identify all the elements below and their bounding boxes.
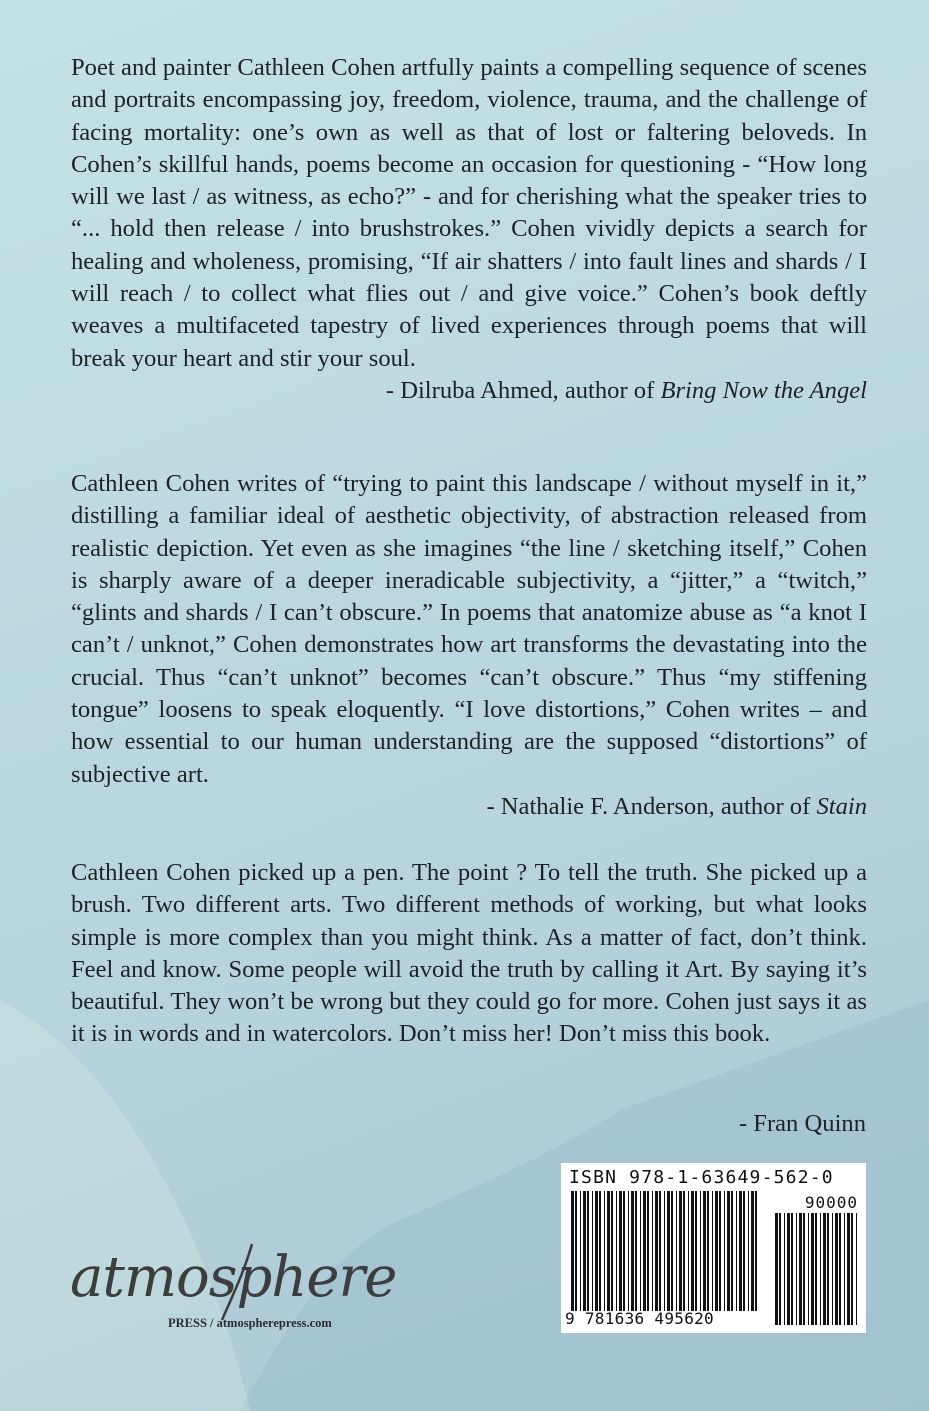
barcode-bar — [592, 1191, 593, 1311]
publisher-url: atmospherepress.com — [216, 1316, 332, 1330]
barcode-bar — [676, 1191, 677, 1311]
blurb-quinn-text: Cathleen Cohen picked up a pen. The point ? To tell the truth. She picked up a brush. Two different arts. Two different methods of working, but what looks simple is more complex than you might think. As a matter of fact, don’t think. Feel and know. Some people will avoid the truth by calling it Art. By saying it’s beautiful. They won’t be wrong but they could go for more. Cohen just says it as it is in words and in watercolors. Don’t miss her! Don’t miss this book. — [71, 859, 867, 1048]
barcode-bar — [623, 1191, 625, 1311]
barcode-bar — [784, 1213, 785, 1325]
barcode-bar — [748, 1191, 749, 1311]
ean13-bars — [571, 1191, 761, 1311]
barcode-bar — [679, 1191, 682, 1311]
barcode-digits: 9 781636 495620 — [565, 1309, 714, 1328]
barcode-bar — [635, 1191, 637, 1311]
barcode-bar — [619, 1191, 622, 1311]
barcode-bar — [811, 1213, 814, 1325]
barcode-bar — [815, 1213, 817, 1325]
blurb-ahmed-attribution — [71, 375, 867, 407]
barcode-bar — [691, 1191, 694, 1311]
barcode-bar — [640, 1191, 641, 1311]
attribution-prefix: - Nathalie F. Anderson, author of — [486, 792, 817, 820]
barcode-bar — [856, 1213, 857, 1325]
blurb-anderson-attribution — [71, 791, 867, 823]
barcode-bar — [736, 1191, 737, 1311]
barcode-bar — [739, 1191, 742, 1311]
barcode-bar — [571, 1191, 574, 1311]
barcode-bar — [724, 1191, 725, 1311]
barcode-bar — [799, 1213, 802, 1325]
press-label: PRESS — [168, 1316, 207, 1330]
barcode-bar — [667, 1191, 670, 1311]
book-title: Bring Now the Angel — [660, 376, 867, 404]
barcode-bar — [643, 1191, 646, 1311]
logo-slash — [218, 1242, 258, 1322]
isbn-label: ISBN 978-1-63649-562-0 — [569, 1167, 834, 1188]
barcode-bar — [604, 1191, 605, 1311]
barcode-bar — [827, 1213, 829, 1325]
attribution-prefix: - Dilruba Ahmed, author of — [385, 376, 661, 404]
barcode-bar — [580, 1191, 581, 1311]
blurb-quinn-attribution: - Fran Quinn — [738, 1110, 866, 1137]
barcode-bar — [664, 1191, 665, 1311]
blurb-anderson-text: Cathleen Cohen writes of “trying to paint this landscape / without myself in it,” distilling a familiar ideal of aesthetic objectivity, of abstraction released from realistic depiction. Yet even as she imagines “the line / sketching itself,” Cohen is sharply aware of a deeper ineradicable subjectivity, a “jitter,” a “twitch,” “glints and shards / I can’t obscure.” In poems that anatomize abuse as “a knot I can’t / unknot,” Cohen demonstrates how art transforms the devastating into the crucial. Thus “can’t unknot” becomes “can’t obscure.” Thus “my stiffening tongue” loosens to speak eloquently. “I love distortions,” Cohen writes – and how essential to our human understanding are the supposed “distortions” of subjective art. — [71, 470, 867, 788]
barcode-bar — [683, 1191, 685, 1311]
barcode-bar — [832, 1213, 833, 1325]
barcode-bar — [803, 1213, 805, 1325]
logo-wordmark: atmosphere — [70, 1245, 397, 1310]
barcode-bar — [595, 1191, 598, 1311]
barcode-bar — [844, 1213, 845, 1325]
barcode-bar — [727, 1191, 730, 1311]
barcode-bar — [712, 1191, 713, 1311]
barcode-bar — [587, 1191, 589, 1311]
barcode-bar — [851, 1213, 853, 1325]
barcode-bar — [751, 1191, 754, 1311]
barcode-bar — [787, 1213, 790, 1325]
barcode-bar — [688, 1191, 689, 1311]
barcode-bar — [695, 1191, 697, 1311]
barcode-bar — [703, 1191, 706, 1311]
barcode-bar — [647, 1191, 649, 1311]
addon-bars — [775, 1213, 859, 1325]
barcode-bar — [628, 1191, 629, 1311]
blurb-ahmed-text: Poet and painter Cathleen Cohen artfully paints a compelling sequence of scenes and portraits encompassing joy, freedom, violence, trauma, and the challenge of facing mortality: one’s own as well as that of lost or faltering beloveds. In Cohen’s skillful hands, poems become an occasion for questioning - “How long will we last / as witness, as echo?” - and for cherishing what the speaker tries to “... hold then release / into brushstrokes.” Cohen vividly depicts a search for healing and wholeness, promising, “If air shatters / into fault lines and shards / I will reach / to collect what flies out / and give voice.” Cohen’s book deftly weaves a multifaceted tapestry of lived experiences through poems that will break your heart and stir your soul. — [71, 54, 867, 372]
barcode-bar — [655, 1191, 658, 1311]
barcode-bar — [796, 1213, 797, 1325]
barcode-bar — [599, 1191, 601, 1311]
barcode-bar — [583, 1191, 586, 1311]
barcode-bar — [820, 1213, 821, 1325]
barcode-bar — [847, 1213, 850, 1325]
barcode-bar — [823, 1213, 826, 1325]
blurb-ahmed — [71, 52, 867, 407]
barcode-bar — [671, 1191, 673, 1311]
barcode-bar — [707, 1191, 709, 1311]
barcode-bar — [607, 1191, 610, 1311]
barcode-bar — [611, 1191, 613, 1311]
barcode-bar — [835, 1213, 838, 1325]
barcode-bar — [575, 1191, 577, 1311]
blurb-quinn — [71, 857, 867, 1051]
barcode-bar — [659, 1191, 661, 1311]
barcode-bar — [755, 1191, 757, 1311]
barcode-bar — [631, 1191, 634, 1311]
barcode-bar — [839, 1213, 841, 1325]
barcode-bar — [808, 1213, 809, 1325]
barcode-bar — [719, 1191, 721, 1311]
barcode-bar — [700, 1191, 701, 1311]
barcode-bar — [775, 1213, 778, 1325]
isbn-barcode — [561, 1163, 866, 1333]
barcode-bar — [779, 1213, 781, 1325]
barcode-bar — [731, 1191, 733, 1311]
barcode-bar — [791, 1213, 793, 1325]
book-title: Stain — [816, 792, 867, 820]
barcode-bar — [652, 1191, 653, 1311]
publisher-logo — [70, 1245, 397, 1330]
barcode-bar — [743, 1191, 745, 1311]
logo-subline: PRESS / atmospherepress.com — [168, 1316, 332, 1330]
blurb-anderson — [71, 468, 867, 823]
barcode-bar — [616, 1191, 617, 1311]
addon-number: 90000 — [804, 1193, 858, 1212]
barcode-bar — [715, 1191, 718, 1311]
